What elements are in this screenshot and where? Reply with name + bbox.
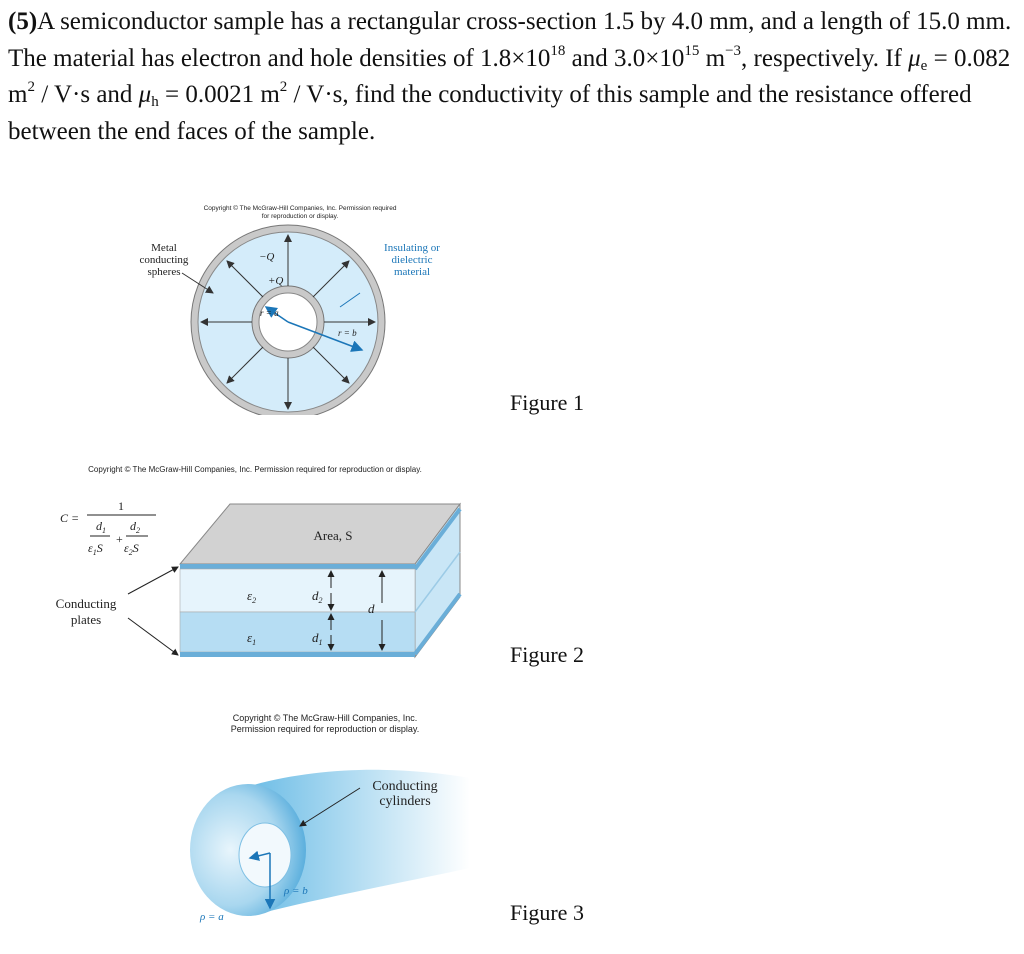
figure3-caption: Figure 3 — [510, 900, 584, 925]
formula-numerator: 1 — [118, 499, 124, 513]
insulating-label-line2: dielectric — [391, 254, 433, 266]
epsilon2-label: $\varepsilon_2$ — [247, 588, 257, 605]
negative-charge-label: −Q — [259, 251, 275, 263]
epsilon1-label: $\varepsilon_1$ — [247, 630, 257, 647]
figure1-copyright-line2: for reproduction or display. — [261, 213, 339, 220]
rho-b-label: ρ = b — [284, 885, 308, 897]
formula-den1: $\varepsilon_1S$ — [88, 541, 103, 557]
radius-b-label: r = b — [338, 328, 357, 338]
dielectric-layer-1 — [180, 612, 415, 652]
problem-text-part1: A semiconductor sample has a rectangular cross-section 1.5 by 4.0 mm, and a length of 15.0 mm. The material has electron and hole densities of 1.8 — [8, 8, 1012, 72]
positive-charge-label: +Q — [268, 275, 284, 287]
insulating-label-line1: Insulating or — [384, 242, 440, 254]
bottom-plate — [180, 652, 415, 657]
dielectric-layer-2 — [180, 569, 415, 612]
d2-label: $d_2$ — [312, 588, 323, 605]
plate-pointer-bottom — [128, 618, 178, 655]
insulating-label-line3: material — [393, 266, 431, 278]
capacitance-formula — [60, 499, 156, 557]
figure2-capacitor-diagram — [50, 458, 480, 668]
cylinders-label-line2: cylinders — [379, 794, 431, 809]
plates-label-line2: plates — [70, 612, 102, 627]
cylinders-label-line1: Conducting — [372, 779, 438, 794]
formula-d2: $d_2$ — [130, 519, 140, 535]
formula-plus: + — [116, 532, 123, 546]
top-plate — [180, 564, 415, 569]
figure3-cylinder-diagram — [180, 708, 480, 932]
figure2-caption: Figure 2 — [510, 642, 584, 667]
problem-statement: (5)A semiconductor sample has a rectangular cross-section 1.5 by 4.0 mm, and a length of 15.0 mm. The material has electron and hole densities of $1.8\times 10^{18}$ and $3.0\times 10^{15}$ $m^{-3}$, respectively. If $\mu_e = 0.082$ $m^2 / V\cdot s$ and $\mu_h = 0.0021$ $m^2 / V\cdot s$, find the conductivity of this sample and the resistance offered between the end faces of the sample. — [8, 8, 1012, 145]
formula-d1: $d_1$ — [96, 519, 106, 535]
metal-label-line1: Metal — [151, 242, 177, 254]
radius-a-label: r = a — [260, 308, 279, 318]
plates-label-line1: Conducting — [55, 596, 117, 611]
figure3-copyright-line1: Copyright © The McGraw-Hill Companies, Inc. — [232, 713, 418, 723]
plate-pointer-top — [128, 567, 178, 594]
problem-number: (5) — [8, 8, 38, 35]
figure3-copyright-line2: Permission required for reproduction or display. — [230, 724, 420, 734]
d-label: d — [368, 601, 375, 616]
d1-label: $d_1$ — [312, 630, 323, 647]
figure2-copyright: Copyright © The McGraw-Hill Companies, Inc. Permission required for reproduction or display. — [88, 465, 422, 474]
figure1-copyright-line1: Copyright © The McGraw-Hill Companies, Inc. Permission required — [203, 205, 397, 212]
figure1-spheres-diagram — [120, 195, 460, 415]
rho-a-label: ρ = a — [200, 911, 224, 923]
formula-c: C = — [60, 511, 80, 525]
metal-label-line2: conducting — [139, 254, 189, 266]
formula-den2: $\varepsilon_2S$ — [124, 541, 139, 557]
metal-label-line3: spheres — [147, 266, 181, 278]
area-label: Area, S — [313, 528, 353, 543]
figure1-caption: Figure 1 — [510, 390, 584, 415]
